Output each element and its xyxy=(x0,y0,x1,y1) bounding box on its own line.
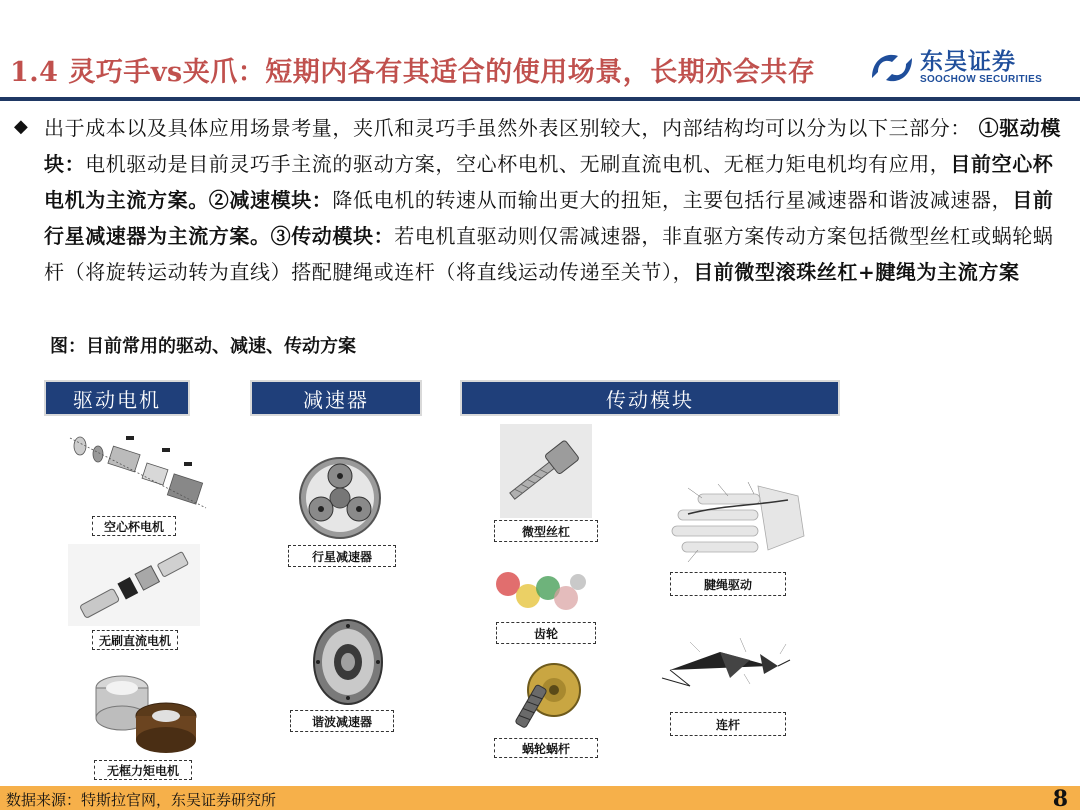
paragraph-drive-conclusion: 目前空心杯电机为主流方案。②减速模块： xyxy=(44,152,1054,212)
coreless-motor-exploded-image xyxy=(66,428,214,516)
paragraph-reducer-text: 降低电机的转速从而输出更大的扭矩，主要包括行星减速器和谐波减速器， xyxy=(332,188,1013,212)
paragraph-transmission-conclusion: 目前微型滚珠丝杠+腱绳为主流方案 xyxy=(693,260,1020,284)
category-drive-motor: 驱动电机 xyxy=(44,380,190,416)
soochow-logo-icon xyxy=(868,48,916,88)
label-planetary-reducer: 行星减速器 xyxy=(288,545,396,567)
paragraph-drive-heading: ①驱动模块： xyxy=(44,116,1061,176)
label-brushless-motor: 无刷直流电机 xyxy=(92,630,178,650)
slide-header xyxy=(0,0,1080,100)
label-micro-screw: 微型丝杠 xyxy=(494,520,598,542)
tendon-drive-diagram xyxy=(658,476,808,568)
logo-en-text: SOOCHOW SECURITIES xyxy=(920,74,1043,85)
label-linkage: 连杆 xyxy=(670,712,786,736)
harmonic-reducer-image xyxy=(312,618,384,706)
worm-gear-image xyxy=(506,654,584,736)
label-tendon-drive: 腱绳驱动 xyxy=(670,572,786,596)
diamond-bullet-icon: ◆ xyxy=(14,116,28,137)
slide-title: 1.4 灵巧手vs夹爪：短期内各有其适合的使用场景，长期亦会共存 xyxy=(10,57,816,88)
header-divider xyxy=(0,97,1080,101)
micro-screw-image xyxy=(500,424,592,518)
footer-bar xyxy=(0,786,1080,810)
paragraph-reducer-conclusion: 目前行星减速器为主流方案。③传动模块： xyxy=(44,188,1054,248)
planetary-reducer-image xyxy=(296,456,384,540)
brushless-motor-image xyxy=(68,544,200,626)
figure-caption: 图：目前常用的驱动、减速、传动方案 xyxy=(50,336,356,357)
paragraph-transmission-text: 若电机直驱动则仅需减速器，非直驱方案传动方案包括微型丝杠或蜗轮蜗杆（将旋转运动转为直线）搭配腱绳或连杆（将直线运动传递至关节）， xyxy=(44,224,1054,284)
label-worm-gear: 蜗轮蜗杆 xyxy=(494,738,598,758)
footer-source: 数据来源：特斯拉官网，东吴证券研究所 xyxy=(6,791,277,809)
label-coreless-motor: 空心杯电机 xyxy=(92,516,176,536)
category-transmission: 传动模块 xyxy=(460,380,840,416)
label-gear: 齿轮 xyxy=(496,622,596,644)
body-paragraph xyxy=(44,110,1064,290)
linkage-diagram xyxy=(660,630,808,692)
label-frameless-motor: 无框力矩电机 xyxy=(94,760,192,780)
label-harmonic-reducer: 谐波减速器 xyxy=(290,710,394,732)
frameless-torque-motor-image xyxy=(88,660,204,756)
gear-image xyxy=(492,564,588,620)
brand-logo xyxy=(868,48,1042,88)
page-number: 8 xyxy=(1052,786,1068,810)
paragraph-drive-text: 电机驱动是目前灵巧手主流的驱动方案，空心杯电机、无刷直流电机、无框力矩电机均有应用， xyxy=(85,152,951,176)
paragraph-intro: 出于成本以及具体应用场景考量，夹爪和灵巧手虽然外表区别较大，内部结构均可以分为以下三部分： xyxy=(44,116,971,140)
logo-cn-text: 东吴证券 xyxy=(920,49,1016,75)
category-reducer: 减速器 xyxy=(250,380,422,416)
